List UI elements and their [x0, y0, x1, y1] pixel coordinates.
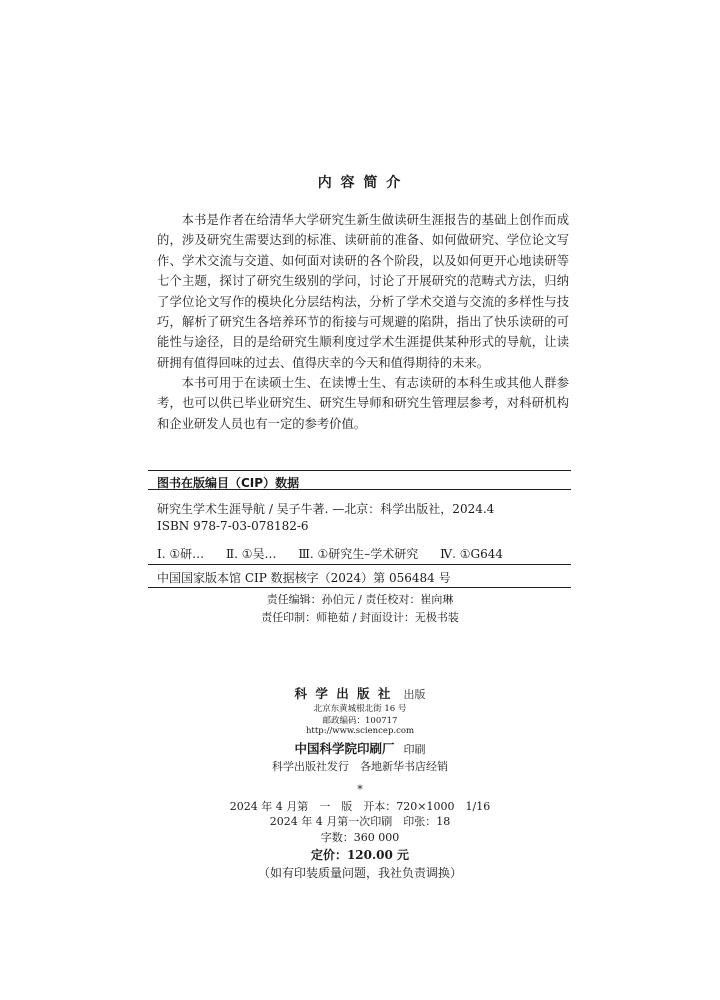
cip-title-rule — [148, 489, 571, 490]
word-count: 字数：360 000 — [320, 831, 400, 844]
edition-info: 2024 年 4 月第 一 版 开本：720×1000 1/16 — [229, 800, 491, 813]
cip-classification — [157, 545, 521, 562]
separator: * — [357, 783, 363, 796]
publisher-line — [0, 683, 720, 702]
quality-notice: （如有印装质量问题，我社负责调换） — [257, 866, 462, 880]
printer-name: 中国科学院印刷厂 — [294, 741, 395, 756]
credits-line-1: 责任编辑：孙伯元 / 责任校对：崔向琳 — [266, 593, 454, 606]
price-label: 定价： — [310, 848, 347, 862]
publisher-name: 科 学 出 版 社 — [294, 686, 393, 701]
cip-class-2: Ⅱ. ①吴… — [225, 547, 277, 561]
credits-line-2: 责任印制：师艳茹 / 封面设计：无极书装 — [261, 611, 459, 624]
distribution: 科学出版社发行 各地新华书店经销 — [272, 760, 448, 773]
price-line — [0, 844, 720, 863]
cip-class-4: Ⅳ. ①G644 — [440, 547, 504, 561]
publisher-address: 北京东黄城根北街 16 号 — [313, 704, 407, 714]
printing-info: 2024 年 4 月第一次印刷 印张：18 — [269, 815, 451, 828]
publisher-website: http://www.sciencep.com — [305, 726, 415, 736]
cip-record: 研究生学术生涯导航 / 吴子牛著. —北京：科学出版社，2024.4 — [157, 502, 495, 516]
cip-class-1: Ⅰ. ①研… — [157, 547, 205, 561]
publisher-postcode: 邮政编码：100717 — [322, 716, 398, 726]
cip-title: 图书在版编目（CIP）数据 — [157, 476, 300, 490]
summary-paragraph-2: 本书可用于在读硕士生、在读博士生、有志读研的本科生或其他人群参考，也可以供已毕业研究生、研究生导师和研究生管理层参考，对科研机构和企业研发人员也有一定的参考价值。 — [157, 376, 569, 431]
cip-bottom-rule — [148, 587, 571, 588]
publisher-suffix: 出版 — [403, 688, 426, 701]
cip-data-rule — [148, 564, 571, 565]
summary-paragraph-1: 本书是作者在给清华大学研究生新生做读研生涯报告的基础上创作而成的，涉及研究生需要达到的标准、读研前的准备、如何做研究、学位论文写作、学术交流与交道、如何面对读研的各个阶段，以及如何更开心地读研等七个主题，探讨了研究生级别的学问，讨论了开展研究的范畴式方法，归纳了学位论文写作的模块化分层结构法，分析了学术交道与交流的多样性与技巧，解析了研究生各培养环节的衔接与可规避的陷阱，指出了快乐读研的可能性与途径，目的是给研究生顺利度过学术生涯提供某种形式的导航，让读研拥有值得回味的过去、值得庆幸的今天和值得期待的未来。 — [157, 213, 569, 370]
printer-line — [0, 738, 720, 757]
printer-suffix: 印刷 — [403, 743, 426, 756]
cip-top-rule — [148, 470, 571, 471]
summary-title: 内 容 简 介 — [317, 175, 403, 191]
cip-class-3: Ⅲ. ①研究生–学术研究 — [298, 547, 419, 561]
cip-isbn: ISBN 978-7-03-078182-6 — [157, 519, 309, 533]
cip-data-number: 中国国家版本馆 CIP 数据核字（2024）第 056484 号 — [157, 571, 451, 585]
price-value: 120.00 元 — [346, 848, 410, 862]
